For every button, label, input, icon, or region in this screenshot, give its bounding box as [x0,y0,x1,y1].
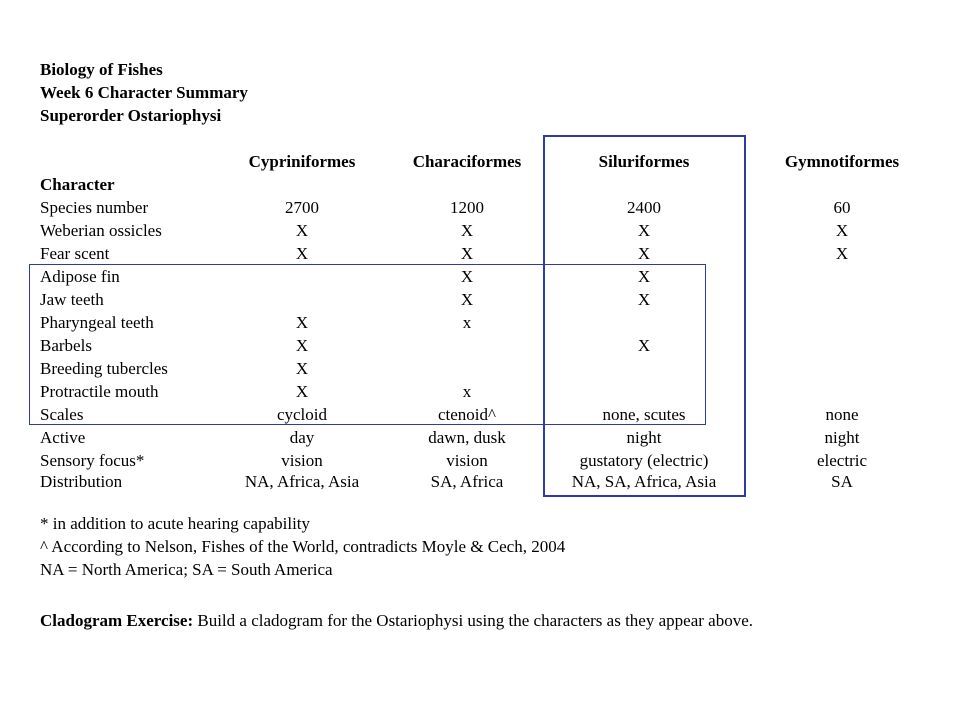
table-cell: X [295,382,309,401]
table-cell: X [637,244,651,263]
column-header-cypriniformes: Cypriniformes [248,152,356,171]
row-label: Jaw teeth [40,290,104,309]
footnote-hearing: * in addition to acute hearing capability [40,514,311,533]
table-cell: NA, SA, Africa, Asia [571,472,717,491]
title-line-1: Biology of Fishes [40,60,163,79]
table-cell: night [824,428,860,447]
footnote-nelson: ^ According to Nelson, Fishes of the World, contradicts Moyle & Cech, 2004 [40,537,566,556]
table-cell: vision [446,451,488,470]
table-cell: x [462,313,472,332]
table-cell: gustatory (electric) [579,451,709,470]
table-cell: electric [816,451,867,470]
row-label: Active [40,428,86,447]
table-cell: dawn, dusk [428,428,506,447]
table-cell: X [295,244,309,263]
table-cell: X [460,267,474,286]
table-cell: night [626,428,662,447]
cladogram-exercise [40,609,753,632]
column-header-siluriformes: Siluriformes [598,152,690,171]
row-label: Sensory focus* [40,451,145,470]
row-label: Weberian ossicles [40,221,162,240]
table-cell: X [637,267,651,286]
table-cell: SA [831,472,853,491]
row-label: Scales [40,405,84,424]
column-header-characiformes: Characiformes [412,152,522,171]
table-cell: none, scutes [602,405,686,424]
table-cell: x [462,382,472,401]
table-cell: X [295,313,309,332]
row-label: Barbels [40,336,92,355]
row-label: Fear scent [40,244,110,263]
table-cell: 1200 [450,198,484,217]
table-cell: ctenoid^ [437,405,496,424]
table-cell: none [825,405,859,424]
title-line-3: Superorder Ostariophysi [40,106,222,125]
exercise-text: Build a cladogram for the Ostariophysi using the characters as they appear above. [193,611,753,630]
row-label: Breeding tubercles [40,359,168,378]
table-cell: X [835,244,849,263]
table-cell: X [637,336,651,355]
table-cell: 2400 [627,198,661,217]
column-header-gymnotiformes: Gymnotiformes [784,152,900,171]
table-cell: X [295,336,309,355]
footnote-abbreviations: NA = North America; SA = South America [40,560,333,579]
table-cell: X [295,221,309,240]
table-cell: NA, Africa, Asia [244,472,360,491]
table-cell: vision [281,451,323,470]
table-cell: 60 [833,198,851,217]
table-cell: X [637,221,651,240]
table-cell: cycloid [276,405,328,424]
table-cell: X [295,359,309,378]
table-cell: SA, Africa [430,472,504,491]
table-cell: X [460,221,474,240]
row-label: Protractile mouth [40,382,159,401]
character-header: Character [40,175,115,194]
table-cell: 2700 [285,198,319,217]
table-cell: X [835,221,849,240]
table-cell: day [289,428,315,447]
table-cell: X [460,290,474,309]
table-cell: X [637,290,651,309]
table-cell: X [460,244,474,263]
row-label: Adipose fin [40,267,120,286]
title-line-2: Week 6 Character Summary [40,83,248,102]
row-label: Pharyngeal teeth [40,313,154,332]
exercise-label: Cladogram Exercise: [40,611,194,630]
row-label: Species number [40,198,149,217]
row-label: Distribution [40,472,123,491]
